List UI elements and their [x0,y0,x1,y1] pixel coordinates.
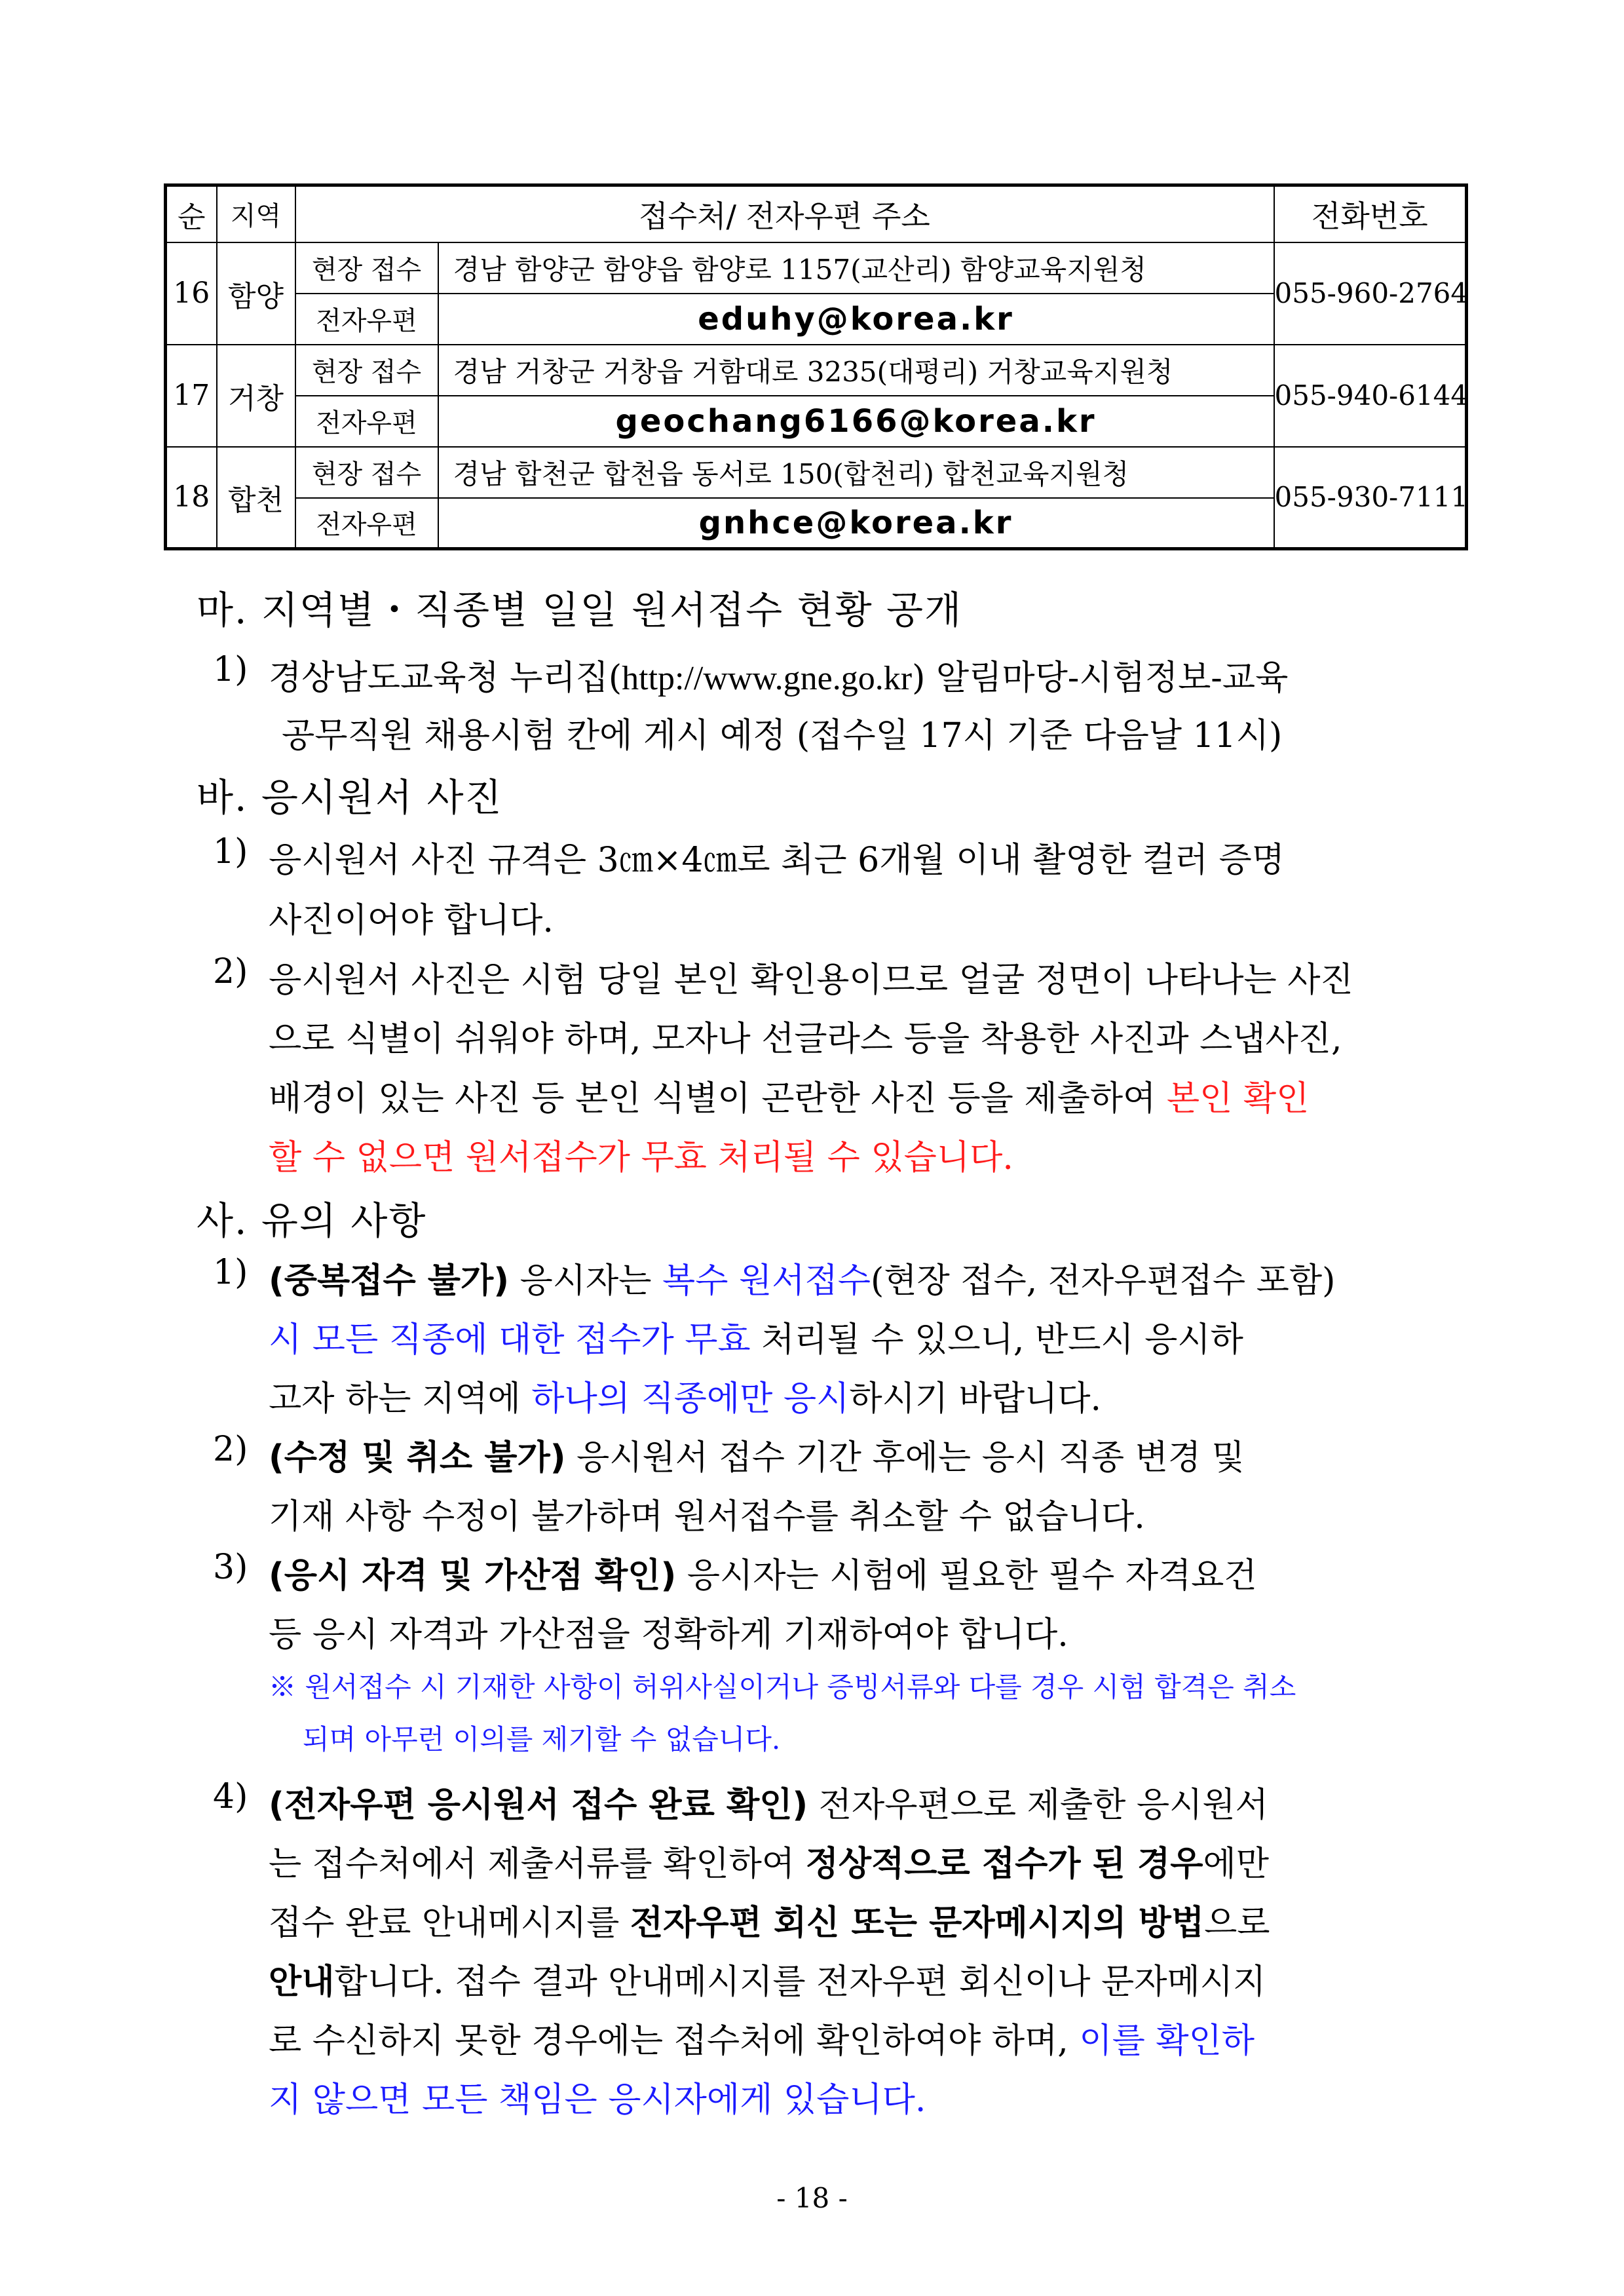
header-region: 지역 [217,185,295,242]
section-sa-item4-line3 [269,1895,1270,1944]
onsite-address: 경남 합천군 합천읍 동서로 150(합천리) 합천교육지원청 [438,447,1274,498]
table-header-row [166,185,1467,242]
item-number: 1) [213,650,248,689]
caution-note-line1: ※ 원서접수 시 기재한 사항이 허위사실이거나 증빙서류와 다를 경우 시험 합격은 취소 [269,1671,1296,1703]
text-span: 로 수신하지 못한 경우에는 접수처에 확인하여야 하며, [269,2021,1080,2061]
row-phone: 055-960-2764 [1274,242,1467,345]
text-span: 응시원서 접수 기간 후에는 응시 직종 변경 및 [565,1438,1245,1478]
section-ba-title: 바. 응시원서 사진 [197,775,503,820]
section-sa-item1-line2 [269,1312,1243,1361]
section-sa-item1-line1 [269,1253,1335,1302]
email-address[interactable]: geochang6166@korea.kr [438,396,1274,447]
item-number: 3) [213,1548,248,1587]
bold-heading: (전자우편 응시원서 접수 완료 확인) [269,1786,808,1825]
text-span: (현장 접수, 전자우편접수 포함) [870,1261,1336,1301]
section-ma-title: 마. 지역별・직종별 일일 원서접수 현황 공개 [197,588,963,632]
item-number: 2) [213,952,248,991]
text-span: 접수 완료 안내메시지를 [269,1904,630,1943]
section-sa-title: 사. 유의 사항 [197,1198,427,1243]
item-number: 1) [213,1253,248,1292]
section-ba-item2-line2: 으로 식별이 쉬워야 하며, 모자나 선글라스 등을 착용한 사진과 스냅사진, [269,1020,1342,1059]
section-sa-item4-line1 [269,1777,1268,1826]
item-number: 2) [213,1430,248,1469]
table-row [166,294,1467,345]
contact-table [164,183,1468,550]
row-seq: 17 [166,345,217,447]
text-span: 하시기 바랍니다. [849,1379,1102,1419]
email-address[interactable]: gnhce@korea.kr [438,498,1274,549]
onsite-address: 경남 함양군 함양읍 함양로 1157(교산리) 함양교육지원청 [438,242,1274,294]
highlight-text: 시 모든 직종에 대한 접수가 무효 [269,1320,751,1360]
text-span: 응시자는 시험에 필요한 필수 자격요건 [676,1556,1257,1596]
bold-heading: (응시 자격 및 가산점 확인) [269,1556,677,1596]
gne-website-link[interactable]: http://www.gne.go.kr [622,660,913,697]
email-label: 전자우편 [295,294,438,345]
page-number: - 18 - [776,2182,848,2214]
onsite-label: 현장 접수 [295,447,438,498]
bold-heading: (중복접수 불가) [269,1261,510,1301]
text-span: 고자 하는 지역에 [269,1379,532,1419]
text-span: 는 접수처에서 제출서류를 확인하여 [269,1845,806,1884]
section-ba-item1-line1: 응시원서 사진 규격은 3㎝×4㎝로 최근 6개월 이내 촬영한 컬러 증명 [269,841,1285,880]
item-number: 1) [213,832,248,871]
header-phone: 전화번호 [1274,185,1467,242]
highlight-text: 복수 원서접수 [662,1261,871,1301]
table-row [166,447,1467,498]
email-label: 전자우편 [295,498,438,549]
section-sa-item4-line2 [269,1836,1269,1885]
email-address[interactable]: eduhy@korea.kr [438,294,1274,345]
row-phone: 055-930-7111 [1274,447,1467,549]
text-span: 응시자는 [509,1261,663,1301]
text-span: 배경이 있는 사진 등 본인 식별이 곤란한 사진 등을 제출하여 [269,1079,1167,1119]
onsite-label: 현장 접수 [295,242,438,294]
header-seq: 순 [166,185,217,242]
text-span: 처리될 수 있으니, 반드시 응시하 [750,1320,1243,1360]
text-span: 합니다. 접수 결과 안내메시지를 전자우편 회신이나 문자메시지 [334,1962,1266,2002]
highlight-text: 이를 확인하 [1079,2021,1255,2061]
text-span: 전자우편으로 제출한 응시원서 [808,1786,1268,1825]
header-address: 접수처/ 전자우편 주소 [295,185,1274,242]
row-region: 거창 [217,345,295,447]
row-region: 합천 [217,447,295,549]
table-row [166,498,1467,549]
table-row [166,242,1467,294]
row-phone: 055-940-6144 [1274,345,1467,447]
text-span: 경상남도교육청 누리집( [269,659,622,698]
section-sa-item3-line2: 등 응시 자격과 가산점을 정확하게 기재하여야 합니다. [269,1615,1068,1655]
bold-heading: (수정 및 취소 불가) [269,1438,566,1478]
section-sa-item1-line3 [269,1371,1101,1420]
section-sa-item3-line1 [269,1548,1257,1597]
table-row [166,345,1467,396]
onsite-address: 경남 거창군 거창읍 거함대로 3235(대평리) 거창교육지원청 [438,345,1274,396]
bold-text: 정상적으로 접수가 된 경우 [805,1845,1203,1884]
section-ba-item1-line2: 사진이어야 합니다. [269,901,554,940]
section-sa-item4-line5 [269,2013,1255,2062]
email-label: 전자우편 [295,396,438,447]
section-sa-item2-line2: 기재 사항 수정이 불가하며 원서접수를 취소할 수 없습니다. [269,1497,1145,1537]
section-ma-item1-line2: 공무직원 채용시험 칸에 게시 예정 (접수일 17시 기준 다음날 11시) [282,716,1283,756]
table-row [166,396,1467,447]
section-sa-item4-line6: 지 않으면 모든 책임은 응시자에게 있습니다. [269,2080,926,2120]
section-ba-item2-line4: 할 수 없으면 원서접수가 무효 처리될 수 있습니다. [269,1138,1013,1177]
onsite-label: 현장 접수 [295,345,438,396]
highlight-text: 하나의 직종에만 응시 [531,1379,850,1419]
section-ma-item1-line1 [269,650,1288,699]
section-sa-item2-line1 [269,1430,1245,1479]
text-span: 으로 [1204,1904,1270,1943]
text-span: ) 알림마당-시험정보-교육 [912,659,1289,698]
bold-text: 전자우편 회신 또는 문자메시지의 방법 [630,1904,1205,1943]
text-span: 에만 [1203,1845,1269,1884]
row-seq: 18 [166,447,217,549]
section-sa-item4-line4 [269,1954,1266,2003]
row-seq: 16 [166,242,217,345]
caution-note-line2: 되며 아무런 이의를 제기할 수 없습니다. [303,1723,781,1755]
item-number: 4) [213,1777,248,1816]
row-region: 함양 [217,242,295,345]
warning-text: 본인 확인 [1166,1079,1310,1119]
section-ba-item2-line3 [269,1071,1309,1120]
section-ba-item2-line1: 응시원서 사진은 시험 당일 본인 확인용이므로 얼굴 정면이 나타나는 사진 [269,961,1353,1000]
bold-text: 안내 [269,1962,335,2002]
